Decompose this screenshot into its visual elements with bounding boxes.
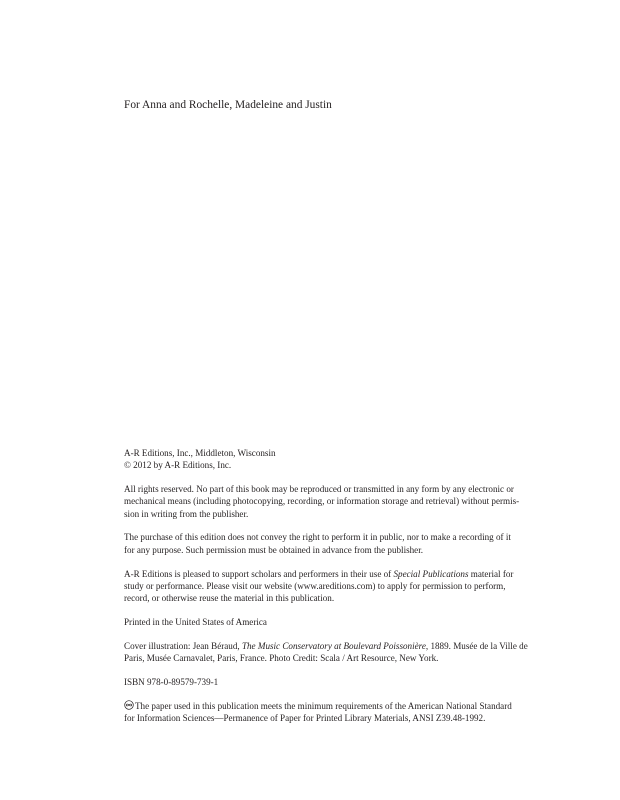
rights-line: mechanical means (including photocopying, recording, or information storage and retrieval) without permis-: [124, 496, 520, 507]
support-text: material for: [468, 568, 514, 579]
support-text: A-R Editions is pleased to support scholars and performers in their use of: [124, 568, 394, 579]
isbn: ISBN 978-0-89579-739-1: [124, 676, 219, 687]
paper-text: The paper used in this publication meets the minimum requirements of the American National Standard: [135, 700, 512, 711]
performance-line: The purchase of this edition does not convey the right to perform it in public, nor to make a recording of it: [124, 532, 511, 543]
isbn-paragraph: [124, 676, 549, 688]
support-line: [124, 568, 549, 580]
rights-line: All rights reserved. No part of this book may be reproduced or transmitted in any form by any electronic or: [124, 484, 514, 495]
cover-credit-paragraph: [124, 640, 549, 665]
printed-line: Printed in the United States of America: [124, 616, 267, 627]
paper-line: [124, 700, 549, 712]
performance-rights-paragraph: [124, 531, 549, 556]
cover-credit-line: Paris, Musée Carnavalet, Paris, France. Photo Credit: Scala / Art Resource, New York.: [124, 653, 439, 664]
paper-permanence-paragraph: [124, 700, 549, 725]
infinity-in-circle-icon: [124, 700, 134, 710]
rights-line: sion in writing from the publisher.: [124, 508, 249, 519]
support-paragraph: [124, 568, 549, 605]
series-title: Special Publications: [393, 568, 469, 579]
publisher-address: A-R Editions, Inc., Middleton, Wisconsin: [124, 448, 276, 458]
dedication: For Anna and Rochelle, Madeleine and Justin: [124, 99, 332, 111]
cover-credit-text: , 1889. Musée de la Ville de: [425, 640, 528, 651]
support-line: record, or otherwise reuse the material in this publication.: [124, 593, 335, 604]
publisher-info: [124, 447, 549, 472]
cover-credit-text: Cover illustration: Jean Béraud,: [124, 640, 242, 651]
rights-reserved-paragraph: [124, 483, 549, 520]
support-line: study or performance. Please visit our website (www.areditions.com) to apply for permission to perform,: [124, 580, 506, 591]
artwork-title: The Music Conservatory at Boulevard Poissonière: [241, 640, 426, 651]
cover-credit-line: [124, 640, 549, 652]
performance-line: for any purpose. Such permission must be obtained in advance from the publisher.: [124, 544, 424, 555]
paper-line: for Information Sciences—Permanence of Paper for Printed Library Materials, ANSI Z39.48-1992.: [124, 712, 486, 723]
copyright-notice: © 2012 by A-R Editions, Inc.: [124, 460, 232, 471]
printed-in-notice: [124, 616, 549, 628]
copyright-block: [124, 447, 549, 736]
